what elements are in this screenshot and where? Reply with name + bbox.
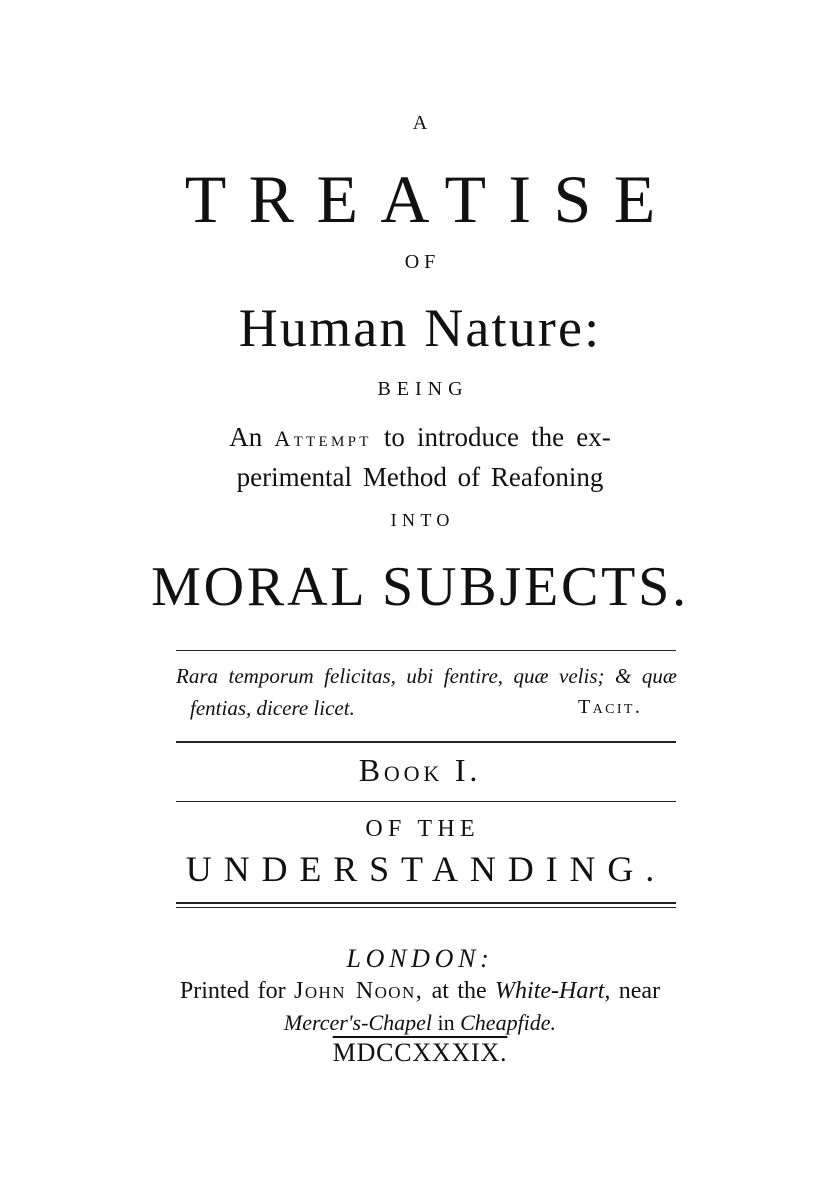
divider-rule [176, 801, 676, 802]
subtitle-line-2: perimental Method of Reafoning [236, 462, 604, 492]
imprint-sign: White-Hart, [495, 978, 611, 1004]
imprint-place-in: in [437, 1010, 455, 1035]
book-of-the: OF THE [365, 816, 480, 842]
title-being: BEING [377, 378, 469, 400]
title-moral-subjects: MORAL SUBJECTS. [151, 556, 689, 618]
subtitle-line-1 [0, 422, 840, 453]
imprint-near: near [618, 978, 661, 1004]
imprint-printed-for: Printed for [179, 978, 286, 1004]
subtitle-rest: to introduce the ex- [383, 422, 611, 452]
imprint-place-b: Cheapfide. [460, 1010, 557, 1035]
imprint-year: MDCCXXXIX. [332, 1038, 508, 1067]
imprint-at-the: at the [431, 978, 487, 1004]
divider-rule-double [176, 902, 676, 904]
book-topic: UNDERSTANDING. [185, 849, 667, 889]
imprint-place-a: Mercer's-Chapel [283, 1010, 432, 1035]
imprint-year-line [0, 1038, 840, 1068]
epigraph-line-1: Rara temporum felicitas, ubi fentire, quæ velis; & quæ [176, 664, 677, 688]
title-of: OF [404, 251, 441, 273]
title-main: TREATISE [184, 161, 678, 237]
subtitle-an: An [229, 422, 263, 452]
imprint-printed-line [0, 978, 840, 1005]
epigraph-attribution: Tacit. [578, 696, 643, 718]
title-article: A [412, 112, 428, 134]
divider-rule [176, 650, 676, 651]
divider-rule-double [176, 907, 676, 908]
book-label: Book I. [358, 752, 482, 788]
subtitle-attempt: Attempt [274, 426, 372, 451]
title-into: INTO [390, 510, 455, 530]
imprint-publisher: John Noon, [294, 978, 424, 1004]
imprint-place-line [0, 1010, 840, 1036]
divider-rule [176, 741, 676, 743]
title-subject: Human Nature: [238, 298, 602, 358]
imprint-city: LONDON: [346, 944, 494, 973]
epigraph-line-2: fentias, dicere licet. [190, 696, 355, 720]
